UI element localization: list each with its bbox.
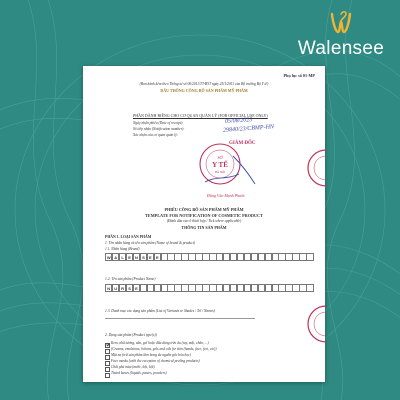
letter-box: W	[106, 255, 111, 260]
letter-box: S	[140, 253, 147, 261]
official-stamp	[195, 136, 257, 192]
letter-box: R	[119, 284, 126, 292]
letter-box: N	[105, 284, 112, 292]
product-type-checkbox[interactable]	[105, 373, 110, 378]
product-type-checkbox[interactable]	[105, 343, 110, 348]
stamp-title: GIÁM ĐỐC	[229, 141, 256, 146]
item-2: 2. Dạng sản phẩm (Product type(s))	[105, 333, 157, 337]
tick-note: (Đánh dấu vào ô thích hợp / Tick where applicable)	[166, 219, 242, 223]
product-type-label: Chất phủ màu (nước, bột, bột)	[111, 365, 155, 369]
official-header: PHẦN DÀNH RIÊNG CHO CƠ QUAN QUẢN LÝ (FOR OFFICIAL USE ONLY)	[133, 113, 268, 118]
product-type-checkbox[interactable]	[105, 367, 110, 372]
product-type-label: Kem, nhũ tương, sữa, gel hoặc dầu dùng trên da (tay, mặt, chân, ...)	[111, 341, 209, 345]
issue-note: (Ban hành kèm theo Thông tư số 06/2011/TT-BYT ngày 25/1/2011 của Bộ trưởng Bộ Y tế)	[139, 82, 269, 86]
signer-name: Đặng Văn Mạnh Phước	[207, 193, 246, 198]
notification-document	[83, 66, 325, 382]
letter-box: E	[154, 253, 161, 261]
authority-label: DẤU THÔNG CÔNG BỐ SẢN PHẨM MỸ PHẨM	[160, 88, 248, 93]
letter-box: E	[147, 253, 154, 261]
title-vn: PHIẾU CÔNG BỐ SẢN PHẨM MỸ PHẨM	[164, 207, 244, 212]
item-1-3: 1.3. Danh mục các dạng sản phẩm (List of Variants or Shades / Tel / Names)	[105, 309, 215, 313]
stamp-line-hanoi: HÀ NỘI	[214, 170, 226, 174]
brand-letter-boxes	[105, 253, 313, 261]
receipt-date-label: Ngày nhận phiếu (Date of receipt):	[133, 121, 184, 125]
letter-box: E	[126, 253, 133, 261]
letter-box: L	[119, 253, 126, 261]
notification-no-label: Số tiếp nhận (Notification number):	[133, 127, 185, 131]
stamp-line-yte: Y TẾ	[212, 161, 228, 169]
letter-box	[306, 253, 313, 261]
notification-no-value: 29840/23/CBMP-HN	[222, 124, 275, 134]
letter-box: E	[133, 284, 140, 292]
section-title: THÔNG TIN SẢN PHẨM	[181, 225, 227, 230]
document-ref: Phụ lục số 01-MP	[283, 73, 315, 78]
letter-box: A	[112, 253, 119, 261]
variants-line	[105, 318, 255, 319]
product-type-checkbox[interactable]	[105, 355, 110, 360]
walensee-logo-icon	[330, 10, 352, 36]
brand-name: Walensee	[297, 38, 385, 59]
product-type-checkbox[interactable]	[105, 361, 110, 366]
product-type-label: Tinted bases (liquids, pastes, powders)	[111, 371, 167, 375]
letter-box	[306, 284, 313, 292]
letter-box: N	[133, 253, 140, 261]
item-1-1: 1.1. Nhãn hàng (Brand)	[105, 247, 140, 251]
edge-stamp-top	[306, 148, 326, 188]
product-type-checkbox[interactable]	[105, 349, 110, 354]
item-1: 1. Tên nhãn hàng và tên sản phẩm (Name of brand & product)	[105, 241, 196, 245]
product-type-label: Face masks (with the exception of chemical peeling products)	[111, 359, 200, 363]
product-type-label: (Creams, emulsions, lotions, gels and oils for skin (hands, face, feet, etc))	[111, 347, 217, 351]
edge-stamp-bottom	[306, 304, 326, 344]
confirm-label: Xác nhận của cơ quan quản lý:	[133, 133, 179, 137]
part-label: PHẦN 1. LOẠI SẢN PHẨM	[105, 235, 152, 239]
item-1-2: 1.2. Tên sản phẩm (Product Name)	[105, 277, 156, 281]
title-en: TEMPLATE FOR NOTIFICATION OF COSMETIC PRODUCT	[145, 213, 263, 218]
letter-box: S	[126, 284, 133, 292]
letter-box: U	[112, 284, 119, 292]
stamp-line-so: SỞ	[217, 155, 223, 160]
product-letter-boxes	[105, 284, 313, 292]
receipt-date-value: 05/08/2023	[224, 117, 253, 125]
product-type-label: Mặt nạ (trừ sản phẩm làm bong da nguồn gốc hóa học)	[111, 353, 191, 357]
